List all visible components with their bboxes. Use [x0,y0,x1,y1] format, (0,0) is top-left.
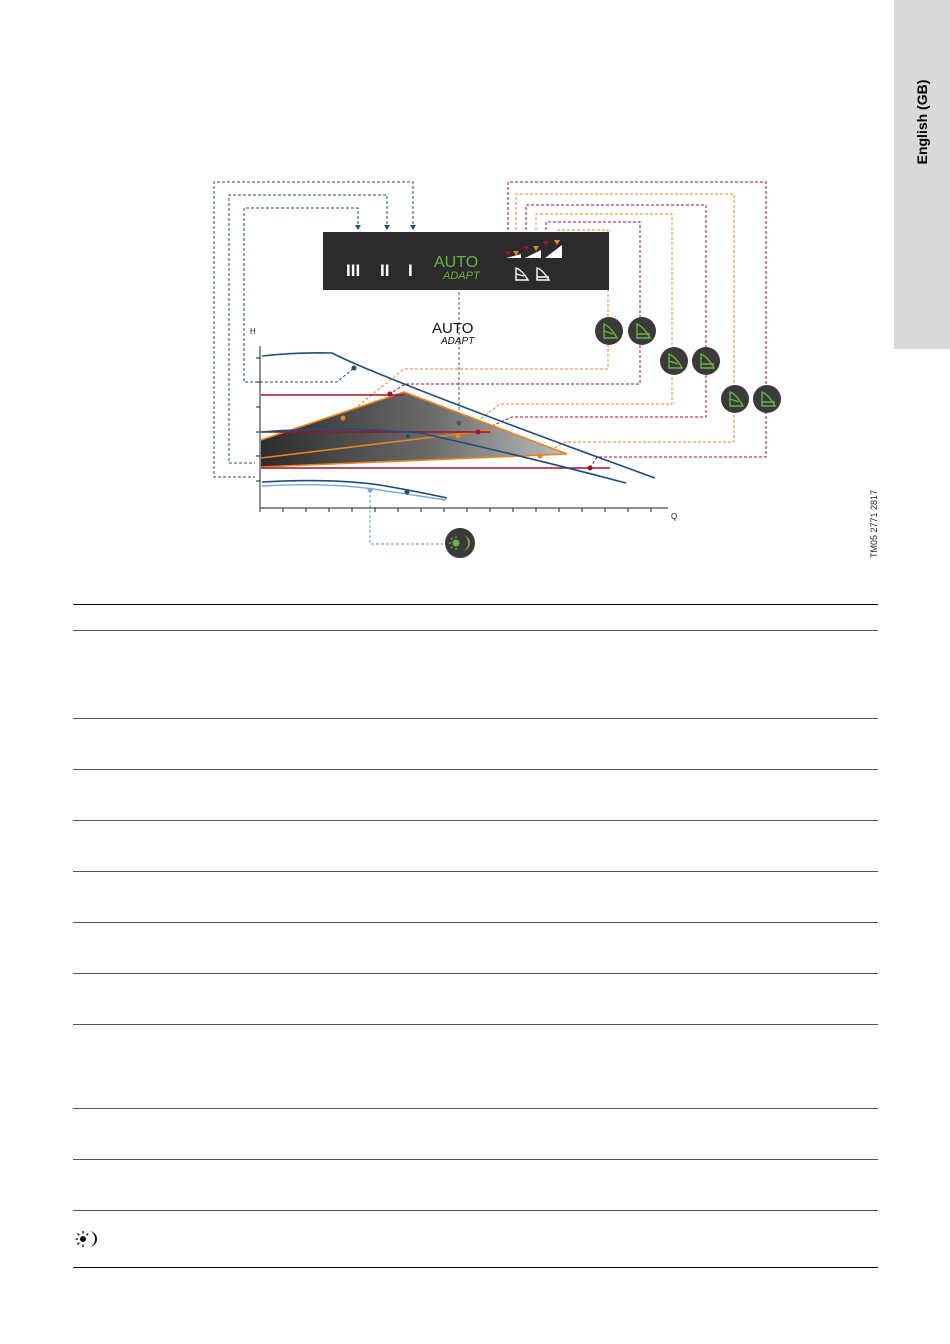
table-row-rule [73,1108,878,1109]
proportional-pressure-1-icon [595,317,623,345]
table-row-rule [73,1159,878,1160]
figure-code: TM05 2771 2817 [869,489,879,559]
constant-pressure-2-icon [692,347,720,375]
constant-pressure-1-icon [628,317,656,345]
table-bottom-rule [73,1267,878,1268]
table-row-rule [73,718,878,719]
table-night-setback-icon [75,1228,97,1250]
table-row-rule [73,871,878,872]
table-row-rule [73,769,878,770]
x-axis-label: Q [671,512,678,521]
speed-label-2: II [380,261,390,280]
proportional-pressure-3-icon [721,385,749,413]
night-setback-icon [445,528,475,558]
panel-auto-label: AUTO [434,254,479,271]
y-ticks [256,358,260,481]
language-tab-label: English (GB) [914,79,930,165]
table-row-rule [73,922,878,923]
table-row-rule [73,973,878,974]
chart-adapt-label: ADAPT [441,336,475,347]
table-row-rule [73,1024,878,1025]
proportional-pressure-2-icon [660,347,688,375]
panel-adapt-label: ADAPT [443,270,480,282]
table-top-rule [73,604,878,605]
mode-icons [595,317,781,413]
speed-label-3: III [346,261,361,280]
table-header-rule [73,630,878,631]
table-row-rule [73,820,878,821]
x-ticks [260,508,651,512]
speed-label-1: I [408,261,413,280]
constant-pressure-3-icon [753,385,781,413]
pump-curve-figure [0,0,950,600]
chart-auto-label: AUTO [432,320,474,337]
table-row-rule [73,1210,878,1211]
y-axis-label: H [250,327,256,336]
